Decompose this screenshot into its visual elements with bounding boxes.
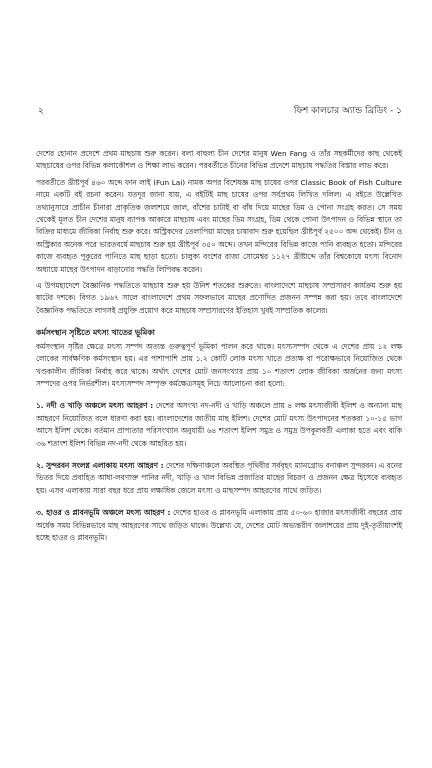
- section-heading: কর্মসংস্থান সৃষ্টিতে মৎস্য খাতের ভূমিকা: [36, 328, 155, 338]
- page-body: [36, 148, 402, 548]
- point-text: দেশের অসংখ্য নদ-নদী ও খাড়ি অঞ্চলে প্রায় ৪ লক্ষ মৎস্যজীবী ইলিশ ও অন্যান্য মাছ আহরণে নিয়োজিত বলে ধারণা করা হয়। বাংলাদেশের জাতীয় মাছ ইলিশ। দেশের মোট মৎস্য উৎপাদনের শতকরা ১০-১৫ ভাগ আসে ইলিশ থেকে। বর্তমান প্রাপ্যতার পরিসংখ্যান অনুযায়ী ৬৪ শতাংশ ইলিশ সমুদ্র ও সমুদ্র উপকূলবর্তী এলাকা হতে এবং বাকি ৩৬ শতাংশ ইলিশ বিভিন্ন নদ-নদী থেকে আহরিত হয়।: [36, 401, 402, 448]
- point-lead: ২. সুন্দরবন সংলগ্ন এলাকায় মৎস্য আহরণ :: [36, 460, 164, 470]
- point-paragraph: [36, 400, 402, 450]
- point-text: দেশের দক্ষিণাঞ্চলে অবস্থিত পৃথিবীর সর্ববৃহৎ ম্যানগ্রোভ বনাঞ্চল সুন্দরবন। এ বনের ভিতর দিয়ে প্রবাহিত আধা-লবণাক্ত পানির নদী, খাড়ি ও খাল বিভিন্ন প্রজাতির মাছের বিচরণ ও প্রজনন ক্ষেত্র হিসেবে ব্যবহৃত হয়। এসব এলাকায় সারা বছর ধরে প্রায় লক্ষাধিক জেলে মৎস্য ও মাছসম্পদ আহরণের সাথে জড়িত।: [36, 460, 402, 495]
- running-title: ফিশ কালচার অ্যান্ড ব্রিডিং - ১: [293, 106, 402, 116]
- section-paragraph: কর্মসংস্থান সৃষ্টির ক্ষেত্রে মৎস্য সম্পদ অত্যন্ত গুরুত্বপূর্ণ ভূমিকা পালন করে থাকে। মৎস্যসম্পদ থেকে এ দেশের প্রায় ১২ লক্ষ লোকের সার্বক্ষণিক কর্মসংস্থান হয়। এর পাশাপাশি প্রায় ১.২ কোটি লোক মৎস্য খাতে প্রত্যক্ষ বা পরোক্ষভাবে নিয়োজিত থেকে খণ্ডকালীন জীবিকা নির্বাহ করে থাকে। অর্থাৎ দেশের মোট জনসংখ্যার প্রায় ১০ শতাংশ লোক জীবিকা অর্জনের জন্য মৎস্য সম্পদের ওপর নির্ভরশীল। মৎস্যসম্পদ সম্পৃক্ত কর্মক্ষেত্রসমূহ নিচে আলোচনা করা হলো:: [36, 341, 402, 388]
- point-paragraph: [36, 507, 402, 544]
- point-lead: ১. নদী ও খাড়ি অঞ্চলে মৎস্য আহরণ :: [36, 401, 154, 411]
- point-text: দেশের হাওর ও প্লাবনভূমি এলাকায় প্রায় ৫০-৬০ হাজার মৎস্যজীবী বছরের প্রায় অর্ধেক সময় বিভিন্নভাবে মাছ আহরণের সাথে জড়িত থাকে। উল্লেখ্য যে, দেশের মোট অভ্যন্তরীণ জলাশয়ের প্রায় দুই-তৃতীয়াংশই হচ্ছে হাওর ও প্লাবনভূমি।: [36, 508, 402, 542]
- point-lead: ৩. হাওর ও প্লাবনভূমি অঞ্চলে মৎস্য আহরণ :: [36, 508, 171, 518]
- page-number: ২: [38, 106, 44, 116]
- intro-paragraph: পরবর্তীতে খ্রীষ্টপূর্ব ৪৬০ অব্দে ফান লাই (Fun Lai) নামক অপর বিশেষজ্ঞ মাছ চাষের ওপর Classic Book of Fish Culture নামে একটি বই রচনা করেন। যতদূর জানা যায়, এ বইটিই মাছ চাষের ওপর সর্বপ্রথম লিখিত দলিল। এ বইতে উল্লেখিত তথ্যানুসারে প্রাচীন চীনারা প্রাকৃতিক জলাশয়ে জাল, বাঁশের চাটাই বা বাঁধ দিয়ে মাছের ডিম ও পোনা সংগ্রহ করত। সে সময় থেকেই মূলত চীন দেশের মানুষ ব্যাপক আকারে মাছচাষ এবং মাছের ডিম সংগ্রহ, ডিম থেকে পোনা উৎপাদন ও বিভিন্ন স্থানে তা বিক্রির মাধ্যমে জীবিকা নির্বাহ শুরু করে। অস্ট্রিকদের তেলাপিয়া মাছের চাষাবাদ শুরু হয়েছিল খ্রীষ্টপূর্ব ২৫০০ অব্দ থেকেই। চীন ও অস্ট্রিকার অনেক পরে ভারতবর্ষে মাছচাষ শুরু হয় খ্রীষ্টপূর্ব ৩৫০ অব্দে। তখন মন্দিরের বিভিন্ন কাজে পানি ব্যবহৃত হতো। মন্দিরের কাজে ব্যবহৃত পুকুরের পানিতে মাছ ছাড়া হতো। চালুক্য বংশের রাজা সোমেশ্বর ১১২৭ খ্রীষ্টাব্দে তাঁর বিশ্বকোষে মৎস্য বিনোদ অধ্যায়ে মাছের উৎপাদন বাড়ানোর পদ্ধতি লিপিবদ্ধ করেন।: [36, 177, 402, 274]
- intro-paragraph: দেশের হোনান প্রদেশে প্রথম মাছচাষ শুরু করেন। বলা বাহুল্য চীন দেশের মানুষ Wen Fang ও তাঁর সহকর্মীদের কাছ থেকেই মাছচাষের ওপর বিভিন্ন কলাকৌশল ও শিক্ষা লাভ করেন। পরবর্তীতে চীনের বিভিন্ন প্রদেশে মাছচাষ পদ্ধতির বিস্তার লাভ করে।: [36, 149, 402, 171]
- intro-paragraph: এ উপমহাদেশে বৈজ্ঞানিক পদ্ধতিতে মাছচাষ শুরু হয় উনিশ শতকের শুরুতে। বাংলাদেশে মাছচাষ সম্প্রসারণ কার্যক্রম শুরু হয় ষাটের দশকে। বিগত ১৯৬৭ সালে বাংলাদেশে প্রথম সফলভাবে মাছের প্রণোদিত প্রজনন সম্পন্ন করা হয়। তবে বাংলাদেশে বৈজ্ঞানিক পদ্ধতিতে লাগসই প্রযুক্তি প্রয়োগ করে মাছচাষ সম্প্রসারণের ইতিহাস খুবই সাম্প্রতিক কালের।: [36, 281, 402, 315]
- page-header: [36, 104, 402, 118]
- point-paragraph: [36, 460, 402, 497]
